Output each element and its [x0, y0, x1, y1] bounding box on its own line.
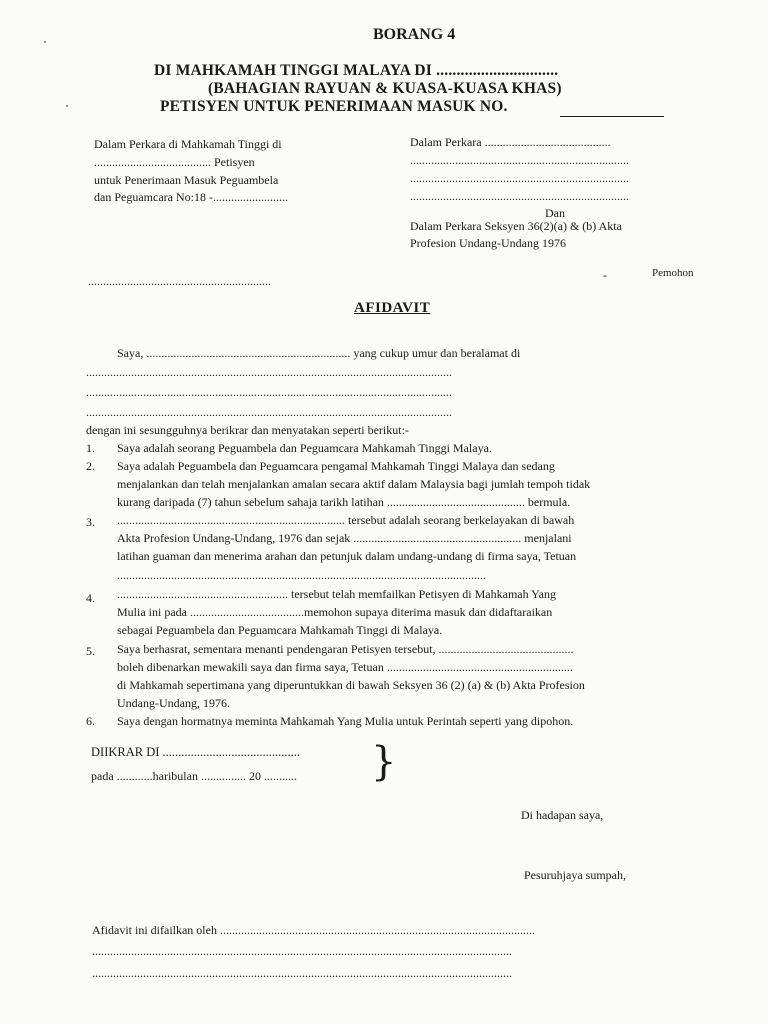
- right-block-line-4: .........................................................................: [410, 189, 629, 203]
- item-3-line-1: ............................................................................ tersebut adalah seorang berkelayakan di bawah: [117, 513, 575, 527]
- item-2-line-1: Saya adalah Peguambela dan Peguamcara pengamal Mahkamah Tinggi Malaya dan sedang: [117, 459, 555, 473]
- sworn-at-line: DIIKRAR DI ............................................: [91, 745, 301, 759]
- item-3-line-4: ...........................................................................................................................: [117, 568, 486, 582]
- item-number-6: 6.: [86, 714, 95, 728]
- deponent-line: Saya, .................................................................... yang cukup umur dan beralamat di: [117, 346, 521, 360]
- item-3-line-2: Akta Profesion Undang-Undang, 1976 dan sejak ........................................................ menjalani: [117, 531, 572, 545]
- item-number-1: 1.: [86, 441, 95, 455]
- oath-statement: dengan ini sesungguhnya berikrar dan menyatakan seperti berikut:-: [86, 423, 409, 437]
- and-label: Dan: [545, 206, 565, 220]
- commissioner-label: Pesuruhjaya sumpah,: [524, 868, 626, 882]
- left-block-line-1: Dalam Perkara di Mahkamah Tinggi di: [94, 137, 282, 151]
- item-number-3: 3.: [86, 515, 95, 529]
- right-block-line-2: .........................................................................: [410, 153, 629, 167]
- scan-speck: [44, 41, 46, 43]
- section-line-1: Dalam Perkara Seksyen 36(2)(a) & (b) Akta: [410, 219, 622, 233]
- dash-mark: -: [603, 268, 607, 282]
- affidavit-title: AFIDAVIT: [354, 300, 431, 316]
- left-block-line-4: dan Peguamcara No:18 -.........................: [94, 190, 288, 204]
- filed-by-dots-2: ............................................................................................................................................: [92, 966, 512, 980]
- item-5-line-4: Undang-Undang, 1976.: [117, 696, 230, 710]
- sworn-date-line: pada ............haribulan ............... 20 ...........: [91, 769, 297, 783]
- item-5-line-1: Saya berhasrat, sementara menanti pendengaran Petisyen tersebut, .............................................: [117, 642, 574, 656]
- item-number-2: 2.: [86, 459, 95, 473]
- item-5-line-2: boleh dibenarkan mewakili saya dan firma saya, Tetuan ..............................................................: [117, 660, 573, 674]
- item-5-line-3: di Mahkamah sepertimana yang diperuntukkan di bawah Seksyen 36 (2) (a) & (b) Akta Profesion: [117, 678, 585, 692]
- item-6-text: Saya dengan hormatnya meminta Mahkamah Yang Mulia untuk Perintah seperti yang dipohon.: [117, 714, 574, 728]
- filed-by-dots-1: ............................................................................................................................................: [92, 944, 512, 958]
- court-line: DI MAHKAMAH TINGGI MALAYA DI ..............................: [154, 62, 559, 79]
- jurat-brace-icon: }: [371, 739, 397, 785]
- item-2-line-3: kurang daripada (7) tahun sebelum sahaja tarikh latihan .............................................. bermula.: [117, 495, 571, 509]
- before-me-label: Di hadapan saya,: [521, 808, 604, 822]
- petition-number-line: [560, 116, 664, 117]
- division-line: (BAHAGIAN RAYUAN & KUASA-KUASA KHAS): [208, 80, 562, 97]
- left-block-line-2: ....................................... Petisyen: [94, 155, 255, 169]
- scan-speck: [66, 105, 68, 107]
- left-block-line-3: untuk Penerimaan Masuk Peguambela: [94, 173, 279, 187]
- item-4-line-2: Mulia ini pada ......................................memohon supaya diterima masuk dan didaftaraikan: [117, 605, 553, 619]
- item-number-5: 5.: [86, 644, 95, 658]
- address-line-1: ..........................................................................................................................: [86, 365, 452, 379]
- item-4-line-1: ......................................................... tersebut telah memfailkan Petisyen di Mahkamah Yang: [117, 587, 556, 601]
- address-line-3: ..........................................................................................................................: [86, 405, 452, 419]
- petition-heading: PETISYEN UNTUK PENERIMAAN MASUK NO.: [160, 98, 508, 115]
- item-1-text: Saya adalah seorang Peguambela dan Peguamcara Mahkamah Tinggi Malaya.: [117, 441, 492, 455]
- section-line-2: Profesion Undang-Undang 1976: [410, 236, 566, 250]
- filed-by-line: Afidavit ini difailkan oleh .........................................................................................................: [92, 923, 535, 937]
- item-2-line-2: menjalankan dan telah menjalankan amalan secara aktif dalam Malaysia bagi jumlah tempoh tidak: [117, 477, 591, 491]
- item-number-4: 4.: [86, 591, 95, 605]
- item-4-line-3: sebagai Peguambela dan Peguamcara Mahkamah Tinggi di Malaya.: [117, 623, 443, 637]
- form-number: BORANG 4: [373, 26, 456, 43]
- petitioner-label: Pemohon: [652, 267, 694, 279]
- right-block-line-3: .........................................................................: [410, 171, 629, 185]
- item-3-line-3: latihan guaman dan menerima arahan dan petunjuk dalam undang-undang di firma saya, Tetuan: [117, 549, 577, 563]
- left-sign-line: .............................................................: [88, 274, 271, 288]
- address-line-2: ..........................................................................................................................: [86, 385, 452, 399]
- right-block-line-1: Dalam Perkara ..........................................: [410, 135, 611, 149]
